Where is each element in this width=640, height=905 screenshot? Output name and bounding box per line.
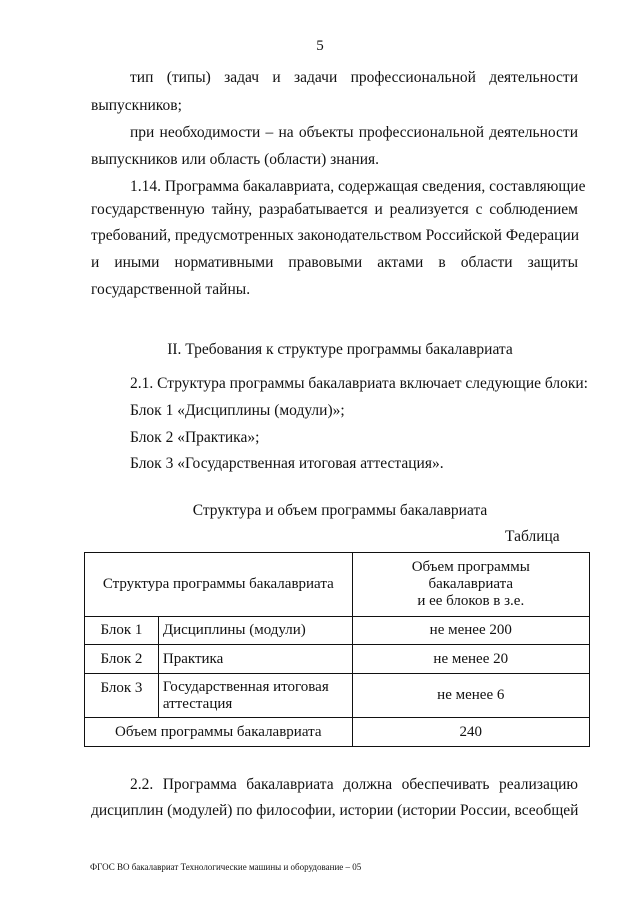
page-footer: ФГОС ВО бакалавриат Технологические машины и оборудование – 05 <box>90 862 362 872</box>
header-volume-line: Объем программы <box>411 559 530 575</box>
table-header-row <box>85 553 590 617</box>
block-name-line: аттестация <box>162 695 233 712</box>
block-cell: Блок 1 <box>85 617 159 645</box>
block-item: Блок 2 «Практика»; <box>130 429 260 446</box>
paragraph-line: государственной тайны. <box>91 281 251 298</box>
paragraph-line: 1.14. Программа бакалавриата, содержащая сведения, составляющие <box>130 178 586 195</box>
section-intro: 2.1. Структура программы бакалавриата включает следующие блоки: <box>130 375 588 392</box>
table-row <box>85 674 590 718</box>
volume-cell: не менее 6 <box>352 674 589 718</box>
block-name-cell: Практика <box>158 645 352 674</box>
block-cell: Блок 2 <box>85 645 159 674</box>
paragraph-line: выпускников или область (области) знания. <box>91 151 380 168</box>
paragraph-line: и иными нормативными правовыми актами в области защиты <box>91 254 578 271</box>
block-item: Блок 1 «Дисциплины (модули)»; <box>130 402 345 419</box>
block-name-line: Государственная итоговая <box>162 678 329 695</box>
block-cell: Блок 3 <box>85 674 159 718</box>
header-volume-cell <box>352 553 589 617</box>
paragraph-line: выпускников; <box>91 97 182 114</box>
volume-cell: не менее 20 <box>352 645 589 674</box>
table-total-row <box>85 718 590 747</box>
total-value-cell: 240 <box>352 718 589 747</box>
volume-cell: не менее 200 <box>352 617 589 645</box>
block-name-cell: Дисциплины (модули) <box>158 617 352 645</box>
section-heading: II. Требования к структуре программы бакалавриата <box>167 341 513 358</box>
table-row <box>85 645 590 674</box>
program-structure-table <box>84 552 590 747</box>
paragraph-line: государственную тайну, разрабатывается и реализуется с соблюдением <box>91 201 578 218</box>
block-name-cell <box>158 674 352 718</box>
paragraph-line: 2.2. Программа бакалавриата должна обеспечивать реализацию <box>130 776 578 793</box>
header-volume-line: бакалавриата <box>428 576 514 592</box>
table-label: Таблица <box>505 528 560 545</box>
total-label-cell: Объем программы бакалавриата <box>85 718 353 747</box>
page-number: 5 <box>316 38 324 54</box>
table-row <box>85 617 590 645</box>
block-item: Блок 3 «Государственная итоговая аттестация». <box>130 455 444 472</box>
table-title: Структура и объем программы бакалавриата <box>192 502 488 519</box>
paragraph-line: требований, предусмотренных законодательством Российской Федерации <box>91 227 580 244</box>
paragraph-line: при необходимости – на объекты профессиональной деятельности <box>130 124 578 141</box>
paragraph-line: дисциплин (модулей) по философии, истории (истории России, всеобщей <box>91 802 579 819</box>
paragraph-line: тип (типы) задач и задачи профессиональной деятельности <box>130 69 578 86</box>
header-volume-line: и ее блоков в з.е. <box>417 593 525 609</box>
header-structure-cell: Структура программы бакалавриата <box>85 553 353 617</box>
